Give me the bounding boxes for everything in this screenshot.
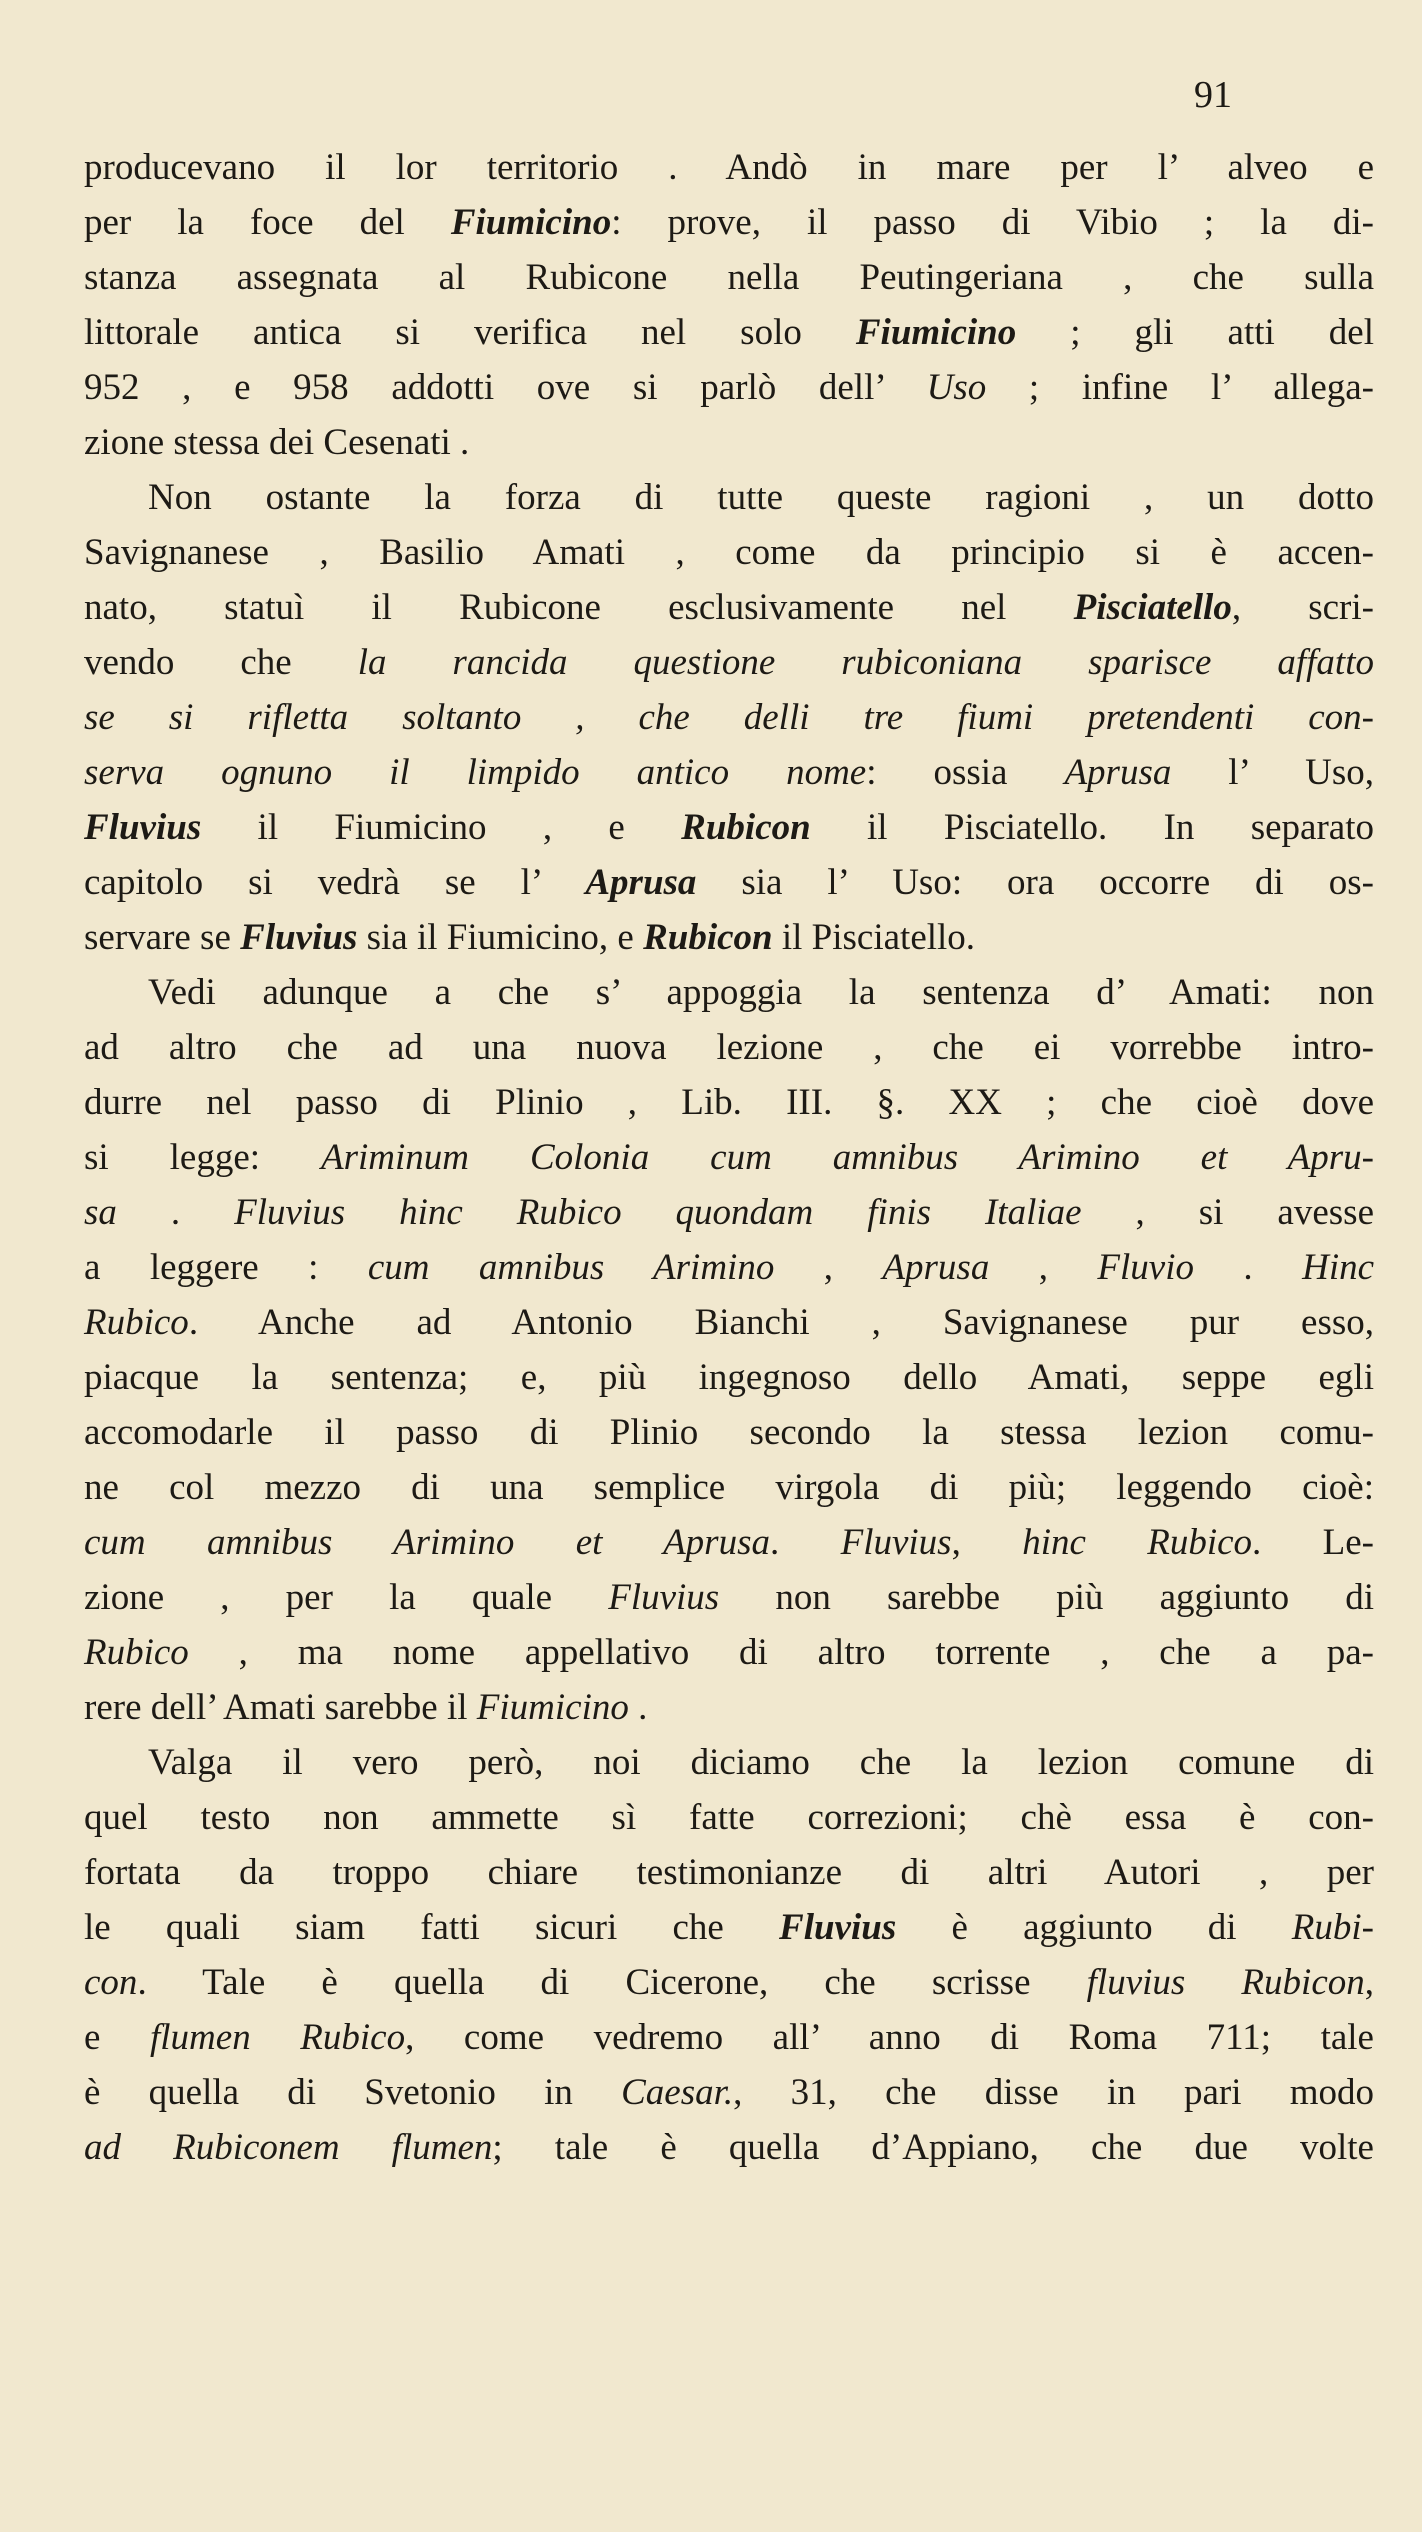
text-line <box>84 800 1374 855</box>
text-line <box>84 305 1374 360</box>
text-line <box>84 250 1374 305</box>
text-segment: Hinc <box>1302 1247 1375 1288</box>
text-segment: fluvius Rubicon <box>1086 1962 1365 2003</box>
text-segment: Fiumicino <box>855 312 1017 353</box>
text-line <box>84 360 1374 415</box>
text-segment: . <box>628 1687 648 1728</box>
text-segment: nato, statuì il Rubicone esclusivamente nel <box>84 587 1074 628</box>
text-line <box>84 2065 1374 2120</box>
text-segment: cum amnibus Arimino <box>367 1247 775 1288</box>
text-segment: Savignanese , Basilio Amati , come da principio si è accen- <box>84 532 1374 573</box>
text-segment: , ma nome appellativo di altro torrente , che a pa- <box>188 1632 1374 1673</box>
text-segment: ; tale è quella d’Appiano, che due volte <box>492 2127 1374 2168</box>
text-line <box>84 635 1374 690</box>
text-segment: cum amnibus Arimino et Aprusa <box>84 1522 770 1563</box>
text-line <box>84 1625 1374 1680</box>
text-segment: . Anche ad Antonio Bianchi , Savignanese pur esso, <box>188 1302 1374 1343</box>
text-segment: . Le- <box>1252 1522 1374 1563</box>
text-segment: si legge: <box>84 1137 321 1178</box>
text-line <box>84 1240 1374 1295</box>
text-line <box>84 1185 1374 1240</box>
text-line <box>84 470 1374 525</box>
text-segment: , <box>1364 1962 1374 2003</box>
text-line <box>84 1845 1374 1900</box>
text-segment: Aprusa <box>585 862 697 903</box>
text-line <box>84 855 1374 910</box>
text-segment: Caesar. <box>621 2072 734 2113</box>
text-line <box>84 1020 1374 1075</box>
text-segment: è aggiunto di <box>896 1907 1292 1948</box>
text-segment: Fluvius <box>779 1907 897 1948</box>
text-segment: , <box>951 1522 1023 1563</box>
text-line <box>84 415 1374 470</box>
text-segment: Aprusa <box>882 1247 990 1288</box>
text-segment: ad Rubiconem flumen <box>84 2127 493 2168</box>
text-line <box>84 690 1374 745</box>
text-segment: sia il Fiumicino, e <box>357 917 644 958</box>
text-line <box>84 1900 1374 1955</box>
text-segment: sia l’ Uso: ora occorre di os- <box>696 862 1374 903</box>
text-segment: rere dell’ Amati sarebbe il <box>84 1687 477 1728</box>
text-line <box>84 1790 1374 1845</box>
text-segment: ; gli atti del <box>1016 312 1375 353</box>
text-line <box>84 1515 1374 1570</box>
text-segment: serva ognuno il limpido antico nome <box>84 752 867 793</box>
text-segment: Uso <box>926 367 987 408</box>
text-line <box>84 1075 1374 1130</box>
text-segment: è quella di Svetonio in <box>84 2072 622 2113</box>
text-segment: zione , per la quale <box>84 1577 609 1618</box>
text-segment: Vedi adunque a che s’ appoggia la sentenza d’ Amati: non <box>148 972 1374 1013</box>
text-segment: , come vedremo all’ anno di Roma 711; tale <box>405 2017 1374 2058</box>
text-segment: Rubicon <box>681 807 811 848</box>
text-segment: Rubico <box>84 1632 189 1673</box>
text-segment: hinc Rubico <box>1022 1522 1253 1563</box>
text-segment: Rubicon <box>643 917 773 958</box>
text-segment: il Fiumicino , e <box>201 807 682 848</box>
text-segment: quel testo non ammette sì fatte correzioni; chè essa è con- <box>84 1797 1374 1838</box>
text-segment: l’ Uso, <box>1171 752 1374 793</box>
text-segment: con <box>84 1962 138 2003</box>
text-line <box>84 1680 1374 1735</box>
text-segment: littorale antica si verifica nel solo <box>84 312 856 353</box>
text-segment: Valga il vero però, noi diciamo che la lezion comune di <box>148 1742 1374 1783</box>
text-segment: Ariminum Colonia cum amnibus Arimino et Apru- <box>321 1137 1374 1178</box>
text-segment: , si avesse <box>1081 1192 1374 1233</box>
text-segment: per la foce del <box>84 202 451 243</box>
text-segment: flumen Rubico <box>150 2017 406 2058</box>
text-segment: stanza assegnata al Rubicone nella Peutingeriana , che sulla <box>84 257 1374 298</box>
text-segment: Non ostante la forza di tutte queste ragioni , un dotto <box>148 477 1374 518</box>
text-segment: . Tale è quella di Cicerone, che scrisse <box>137 1962 1087 2003</box>
text-segment: , 31, che disse in pari modo <box>733 2072 1374 2113</box>
text-segment: se si rifletta soltanto , che delli tre fiumi pretendenti con- <box>84 697 1374 738</box>
text-line <box>84 580 1374 635</box>
text-segment: ; infine l’ allega- <box>986 367 1374 408</box>
text-segment: , <box>774 1247 883 1288</box>
page-number: 91 <box>1194 74 1232 116</box>
text-segment: e <box>84 2017 150 2058</box>
text-line <box>84 910 1374 965</box>
text-segment: producevano il lor territorio . Andò in mare per l’ alveo e <box>84 147 1374 188</box>
text-segment: Rubi- <box>1291 1907 1374 1948</box>
text-segment: zione stessa dei Cesenati . <box>84 422 470 463</box>
text-segment: le quali siam fatti sicuri che <box>84 1907 780 1948</box>
text-line <box>84 965 1374 1020</box>
text-segment: Fluvio <box>1097 1247 1195 1288</box>
text-segment: accomodarle il passo di Plinio secondo la stessa lezion comu- <box>84 1412 1374 1453</box>
text-line <box>84 525 1374 580</box>
text-segment: Fluvius <box>84 807 202 848</box>
text-line <box>84 1130 1374 1185</box>
text-segment: 952 , e 958 addotti ove si parlò dell’ <box>84 367 927 408</box>
text-line <box>84 1955 1374 2010</box>
text-line <box>84 195 1374 250</box>
text-segment: Fluvius <box>240 917 358 958</box>
text-line <box>84 2120 1374 2175</box>
text-segment: Rubico <box>84 1302 189 1343</box>
text-segment: sa <box>84 1192 117 1233</box>
text-line <box>84 1460 1374 1515</box>
text-segment: Fluvius <box>840 1522 952 1563</box>
text-segment: Fiumicino <box>450 202 612 243</box>
text-segment: Fluvius <box>608 1577 720 1618</box>
text-segment: ne col mezzo di una semplice virgola di più; leggendo cioè: <box>84 1467 1374 1508</box>
text-segment: piacque la sentenza; e, più ingegnoso dello Amati, seppe egli <box>84 1357 1374 1398</box>
text-segment: Aprusa <box>1064 752 1172 793</box>
text-segment: : ossia <box>866 752 1065 793</box>
text-line <box>84 1735 1374 1790</box>
text-segment: fortata da troppo chiare testimonianze di altri Autori , per <box>84 1852 1374 1893</box>
text-line <box>84 1350 1374 1405</box>
text-segment: Pisciatello <box>1073 587 1232 628</box>
text-segment: durre nel passo di Plinio , Lib. III. §. XX ; che cioè dove <box>84 1082 1374 1123</box>
text-segment: servare se <box>84 917 241 958</box>
text-segment: la rancida questione rubiconiana sparisce affatto <box>357 642 1374 683</box>
text-segment: non sarebbe più aggiunto di <box>719 1577 1374 1618</box>
text-line <box>84 1570 1374 1625</box>
text-segment: . <box>769 1522 841 1563</box>
text-segment: : prove, il passo di Vibio ; la di- <box>611 202 1374 243</box>
text-segment: . <box>116 1192 235 1233</box>
text-line <box>84 140 1374 195</box>
text-segment: il Pisciatello. In separato <box>810 807 1375 848</box>
text-segment: Fluvius hinc Rubico quondam finis Italiae <box>234 1192 1082 1233</box>
text-line <box>84 1405 1374 1460</box>
body-text <box>84 140 1374 2175</box>
text-segment: , scri- <box>1231 587 1374 628</box>
text-segment: , <box>989 1247 1098 1288</box>
text-line <box>84 745 1374 800</box>
text-line <box>84 1295 1374 1350</box>
text-segment: capitolo si vedrà se l’ <box>84 862 586 903</box>
text-segment: vendo che <box>84 642 358 683</box>
text-segment: . <box>1194 1247 1303 1288</box>
text-segment: ad altro che ad una nuova lezione , che ei vorrebbe intro- <box>84 1027 1374 1068</box>
text-segment: il Pisciatello. <box>772 917 976 958</box>
text-segment: a leggere : <box>84 1247 368 1288</box>
text-line <box>84 2010 1374 2065</box>
text-segment: Fiumicino <box>476 1687 629 1728</box>
